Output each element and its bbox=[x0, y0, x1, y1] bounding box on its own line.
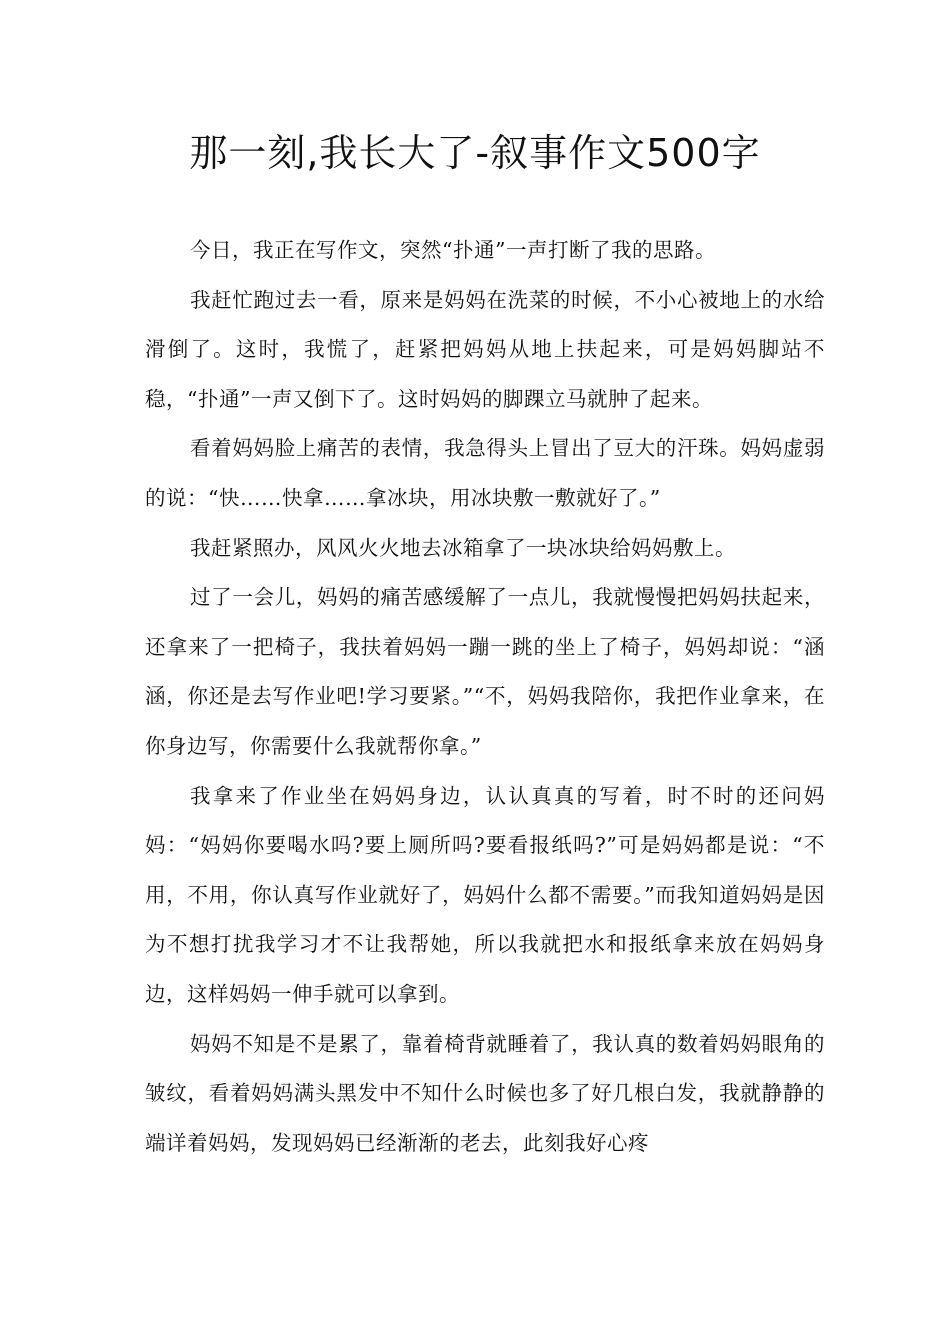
paragraph-3: 看着妈妈脸上痛苦的表情，我急得头上冒出了豆大的汗珠。妈妈虚弱的说：“快……快拿……拿冰块，用冰块敷一敷就好了。” bbox=[145, 436, 825, 510]
paragraph-7: 妈妈不知是不是累了，靠着椅背就睡着了，我认真的数着妈妈眼角的皱纹，看着妈妈满头黑发中不知什么时候也多了好几根白发，我就静静的端详着妈妈，发现妈妈已经渐渐的老去，此刻我好心疼 bbox=[145, 1031, 825, 1155]
document-body bbox=[145, 226, 825, 1168]
document-title: 那一刻,我长大了-叙事作文500字 bbox=[189, 131, 761, 175]
paragraph-2: 我赶忙跑过去一看，原来是妈妈在洗菜的时候，不小心被地上的水给滑倒了。这时，我慌了，赶紧把妈妈从地上扶起来，可是妈妈脚站不稳，“扑通”一声又倒下了。这时妈妈的脚踝立马就肿了起来。 bbox=[145, 287, 825, 411]
paragraph-6: 我拿来了作业坐在妈妈身边，认认真真的写着，时不时的还问妈妈：“妈妈你要喝水吗?要上厕所吗?要看报纸吗?”可是妈妈都是说：“不用，不用，你认真写作业就好了，妈妈什么都不需要。”而我知道妈妈是因为不想打扰我学习才不让我帮她，所以我就把水和报纸拿来放在妈妈身边，这样妈妈一伸手就可以拿到。 bbox=[145, 783, 825, 1006]
paragraph-1: 今日，我正在写作文，突然“扑通”一声打断了我的思路。 bbox=[190, 238, 716, 262]
paragraph-4: 我赶紧照办，风风火火地去冰箱拿了一块冰块给妈妈敷上。 bbox=[190, 535, 736, 560]
paragraph-5: 过了一会儿，妈妈的痛苦感缓解了一点儿，我就慢慢把妈妈扶起来，还拿来了一把椅子，我扶着妈妈一蹦一跳的坐上了椅子，妈妈却说：“涵涵，你还是去写作业吧!学习要紧。”“不，妈妈我陪你，我把作业拿来，在你身边写，你需要什么我就帮你拿。” bbox=[145, 585, 825, 758]
